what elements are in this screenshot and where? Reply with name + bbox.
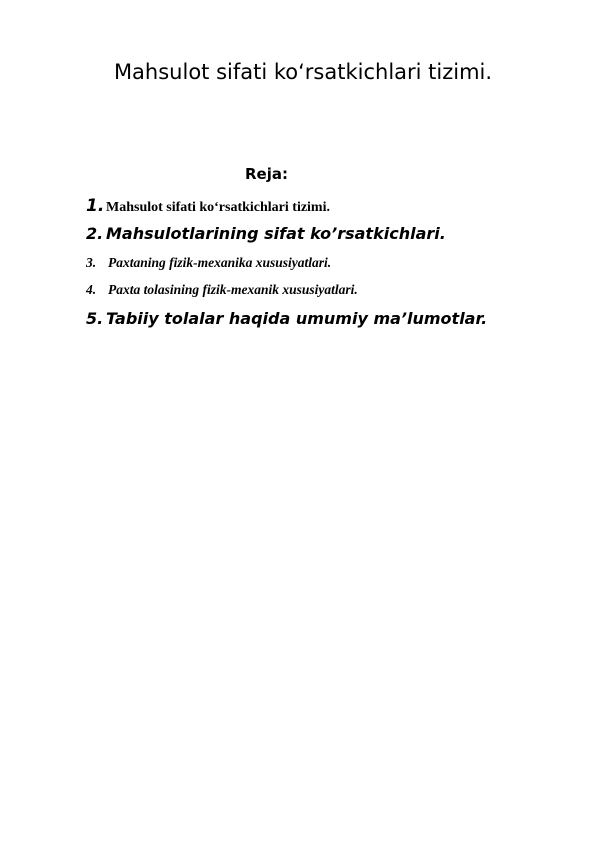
plan-item-3	[86, 255, 487, 282]
plan-item-text: Paxta tolasining fizik-mexanik xususiyatlari.	[108, 282, 358, 297]
plan-item-text: Mahsulot sifati ko‘rsatkichlari tizimi.	[106, 200, 330, 215]
plan-item-number: 2.	[86, 224, 104, 243]
plan-item-number: 3.	[86, 255, 97, 270]
document-title: Mahsulot sifati ko‘rsatkichlari tizimi.	[113, 60, 493, 84]
plan-list	[86, 196, 487, 339]
plan-heading: Reja:	[245, 165, 288, 183]
plan-item-number: 1.	[86, 196, 105, 216]
plan-item-4	[86, 282, 487, 309]
plan-item-number: 4.	[86, 282, 97, 297]
plan-item-text: Paxtaning fizik-mexanika xususiyatlari.	[108, 255, 332, 270]
plan-item-5	[86, 309, 487, 339]
plan-item-number: 5.	[86, 309, 104, 328]
plan-item-text: Mahsulotlarining sifat ko’rsatkichlari.	[106, 224, 446, 243]
plan-item-1	[86, 196, 487, 224]
plan-item-text: Tabiiy tolalar haqida umumiy ma’lumotlar.	[106, 309, 488, 328]
plan-item-2	[86, 224, 487, 255]
